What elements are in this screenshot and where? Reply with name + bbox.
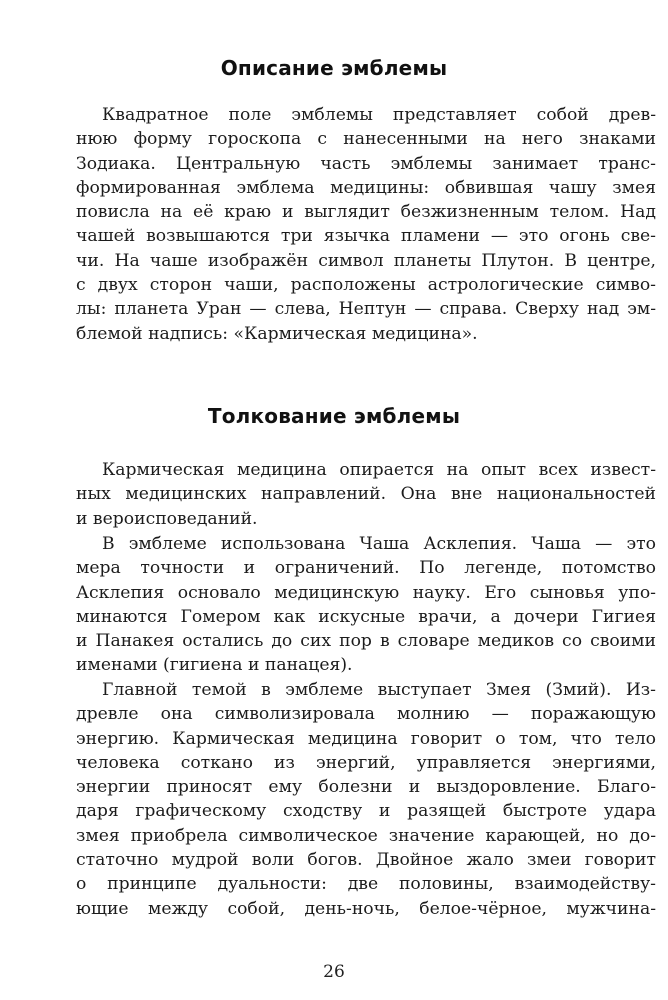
section-title-emblem-description: Описание эмблемы bbox=[220, 56, 448, 80]
text-line: Зодиака. Центральную часть эмблемы занимает транс- bbox=[76, 153, 656, 174]
paragraph-karmic-medicine bbox=[76, 458, 656, 531]
text-line: змея приобрела символическое значение карающей, но до- bbox=[76, 825, 656, 846]
text-line: человека соткано из энергий, управляется энергиями, bbox=[76, 752, 656, 773]
page-number: 26 bbox=[323, 962, 345, 982]
text-line: В эмблеме использована Чаша Асклепия. Чаша — это bbox=[102, 534, 656, 554]
text-line: Главной темой в эмблеме выступает Змея (Змий). Из- bbox=[102, 680, 656, 700]
text-line: и вероисповеданий. bbox=[76, 508, 258, 529]
text-line: Кармическая медицина опирается на опыт всех извест- bbox=[102, 460, 656, 480]
paragraph-asclepius-cup bbox=[76, 532, 656, 678]
text-line: энергию. Кармическая медицина говорит о том, что тело bbox=[76, 728, 656, 749]
text-line: Квадратное поле эмблемы представляет собой древ- bbox=[102, 105, 656, 125]
text-line: мера точности и ограничений. По легенде, потомство bbox=[76, 558, 656, 579]
paragraph-emblem-description bbox=[76, 103, 656, 346]
text-line: даря графическому сходству и разящей быстроте удара bbox=[76, 801, 656, 822]
text-line: статочно мудрой воли богов. Двойное жало змеи говорит bbox=[76, 850, 656, 871]
text-line: древле она символизировала молнию — поражающую bbox=[76, 704, 656, 725]
text-line: энергии приносят ему болезни и выздоровление. Благо- bbox=[76, 777, 656, 798]
paragraph-serpent bbox=[76, 678, 656, 921]
text-line: формированная эмблема медицины: обвившая чашу змея bbox=[76, 177, 656, 198]
text-line: блемой надпись: «Кармическая медицина». bbox=[76, 323, 478, 344]
text-line: о принципе дуальности: две половины, взаимодейству- bbox=[76, 874, 656, 895]
text-line: ных медицинских направлений. Она вне национальностей bbox=[76, 484, 656, 505]
text-line: минаются Гомером как искусные врачи, а дочери Гигиея bbox=[76, 606, 656, 627]
text-line: именами (гигиена и панацея). bbox=[76, 655, 353, 676]
text-line: нюю форму гороскопа с нанесенными на него знаками bbox=[76, 129, 656, 150]
text-line: с двух сторон чаши, расположены астрологические симво- bbox=[76, 275, 656, 296]
text-line: лы: планета Уран — слева, Нептун — справа. Сверху над эм- bbox=[76, 299, 656, 320]
section-title-emblem-interpretation: Толкование эмблемы bbox=[207, 404, 461, 428]
text-line: чи. На чаше изображён символ планеты Плутон. В центре, bbox=[76, 250, 656, 271]
text-line: ющие между собой, день-ночь, белое-чёрное, мужчина- bbox=[76, 898, 656, 919]
text-line: повисла на её краю и выглядит безжизненным телом. Над bbox=[76, 202, 656, 223]
text-line: и Панакея остались до сих пор в словаре медиков со своими bbox=[76, 631, 656, 652]
text-line: чашей возвышаются три язычка пламени — это огонь све- bbox=[76, 226, 656, 247]
text-line: Асклепия основало медицинскую науку. Его сыновья упо- bbox=[76, 582, 656, 603]
